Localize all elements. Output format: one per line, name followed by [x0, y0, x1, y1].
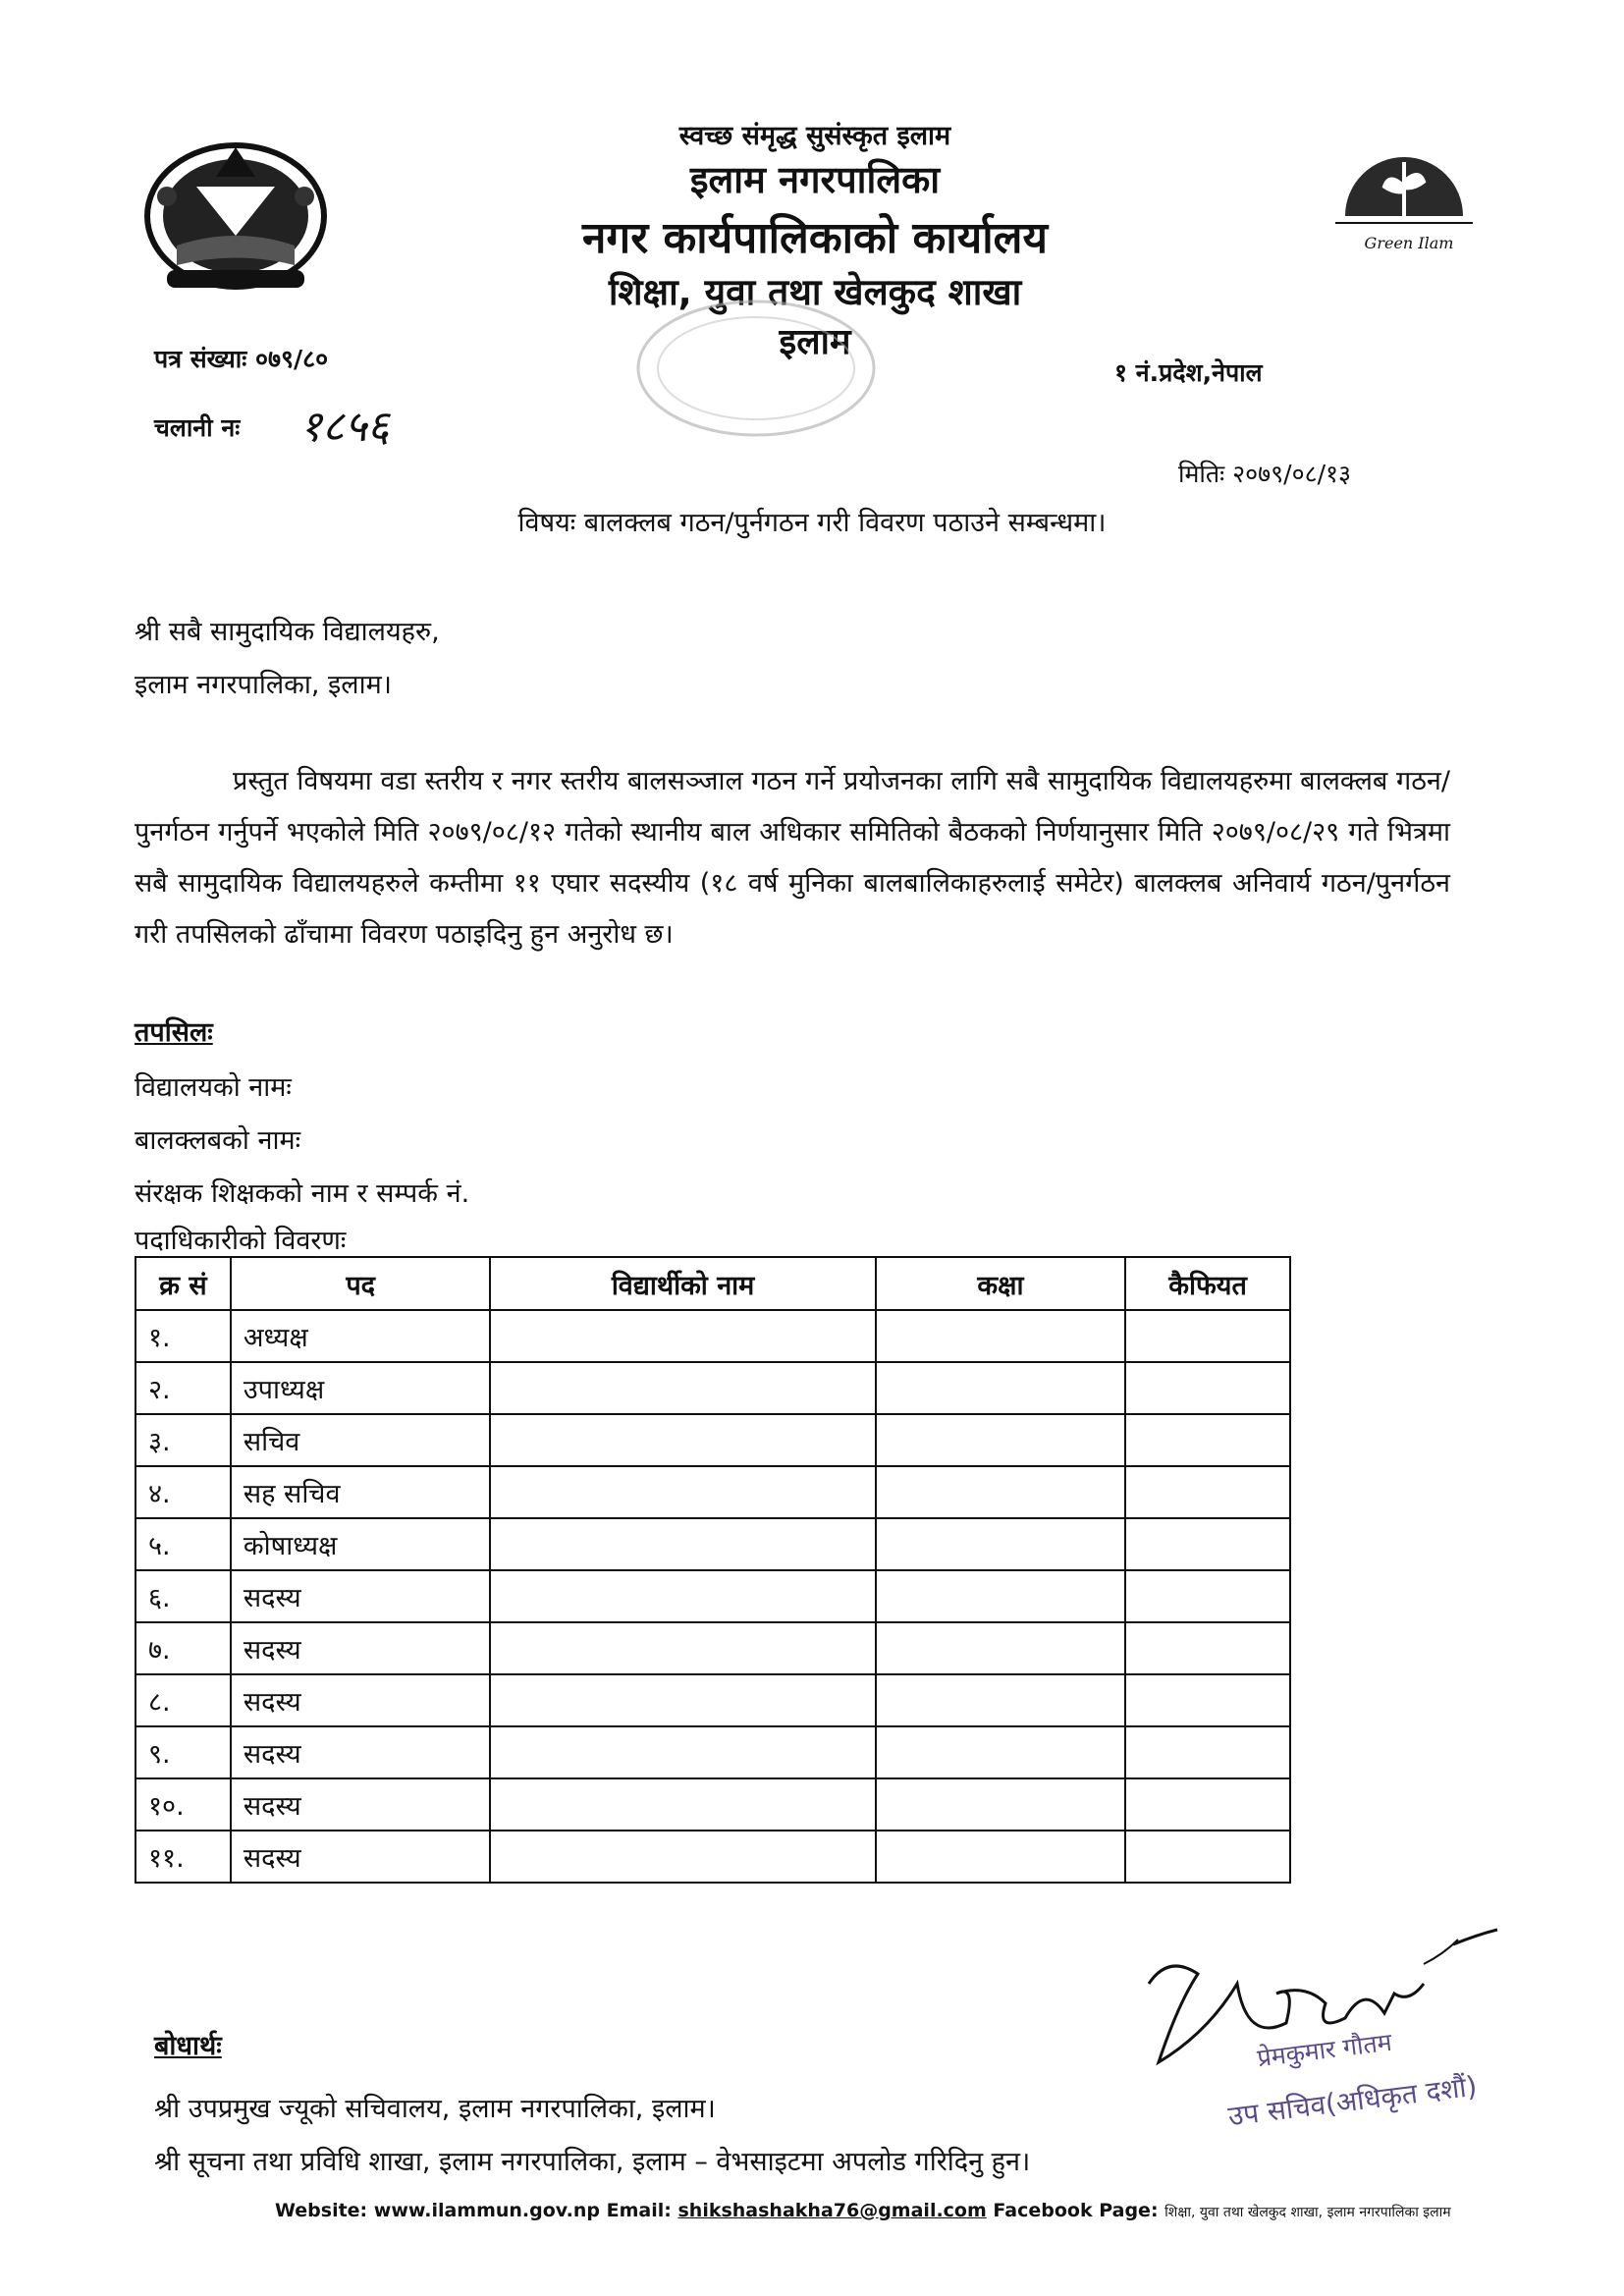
- header-office: नगर कार्यपालिकाको कार्यालय: [582, 213, 1048, 263]
- recipient-line-1: श्री सबै सामुदायिक विद्यालयहरु,: [135, 617, 440, 647]
- green-ilam-label: Green Ilam: [1364, 234, 1454, 252]
- header-municipality: इलाम नगरपालिका: [689, 158, 941, 201]
- row-remarks: [1125, 1570, 1290, 1622]
- cc-line-1: श्री उपप्रमुख ज्यूको सचिवालय, इलाम नगरपालिका, इलाम।: [154, 2094, 716, 2124]
- row-remarks: [1125, 1726, 1290, 1778]
- row-post: सदस्य: [231, 1778, 491, 1831]
- header-branch: शिक्षा, युवा तथा खेलकुद शाखा: [608, 271, 1022, 313]
- row-post: सदस्य: [231, 1570, 491, 1622]
- row-student-name: [490, 1622, 875, 1674]
- row-student-name: [490, 1570, 875, 1622]
- row-class: [876, 1310, 1125, 1362]
- table-row: [135, 1466, 1290, 1518]
- row-student-name: [490, 1518, 875, 1570]
- row-post: सदस्य: [231, 1831, 491, 1883]
- dispatch-no-value: १८५६: [299, 402, 390, 452]
- row-sn: ६.: [135, 1570, 231, 1622]
- letter-no-value: ०७९/८०: [254, 345, 329, 373]
- row-sn: ४.: [135, 1466, 231, 1518]
- row-class: [876, 1570, 1125, 1622]
- facebook-label: Facebook Page:: [993, 2200, 1159, 2221]
- row-remarks: [1125, 1362, 1290, 1414]
- club-name-label: बालक्लबको नामः: [135, 1125, 301, 1156]
- table-row: [135, 1674, 1290, 1726]
- row-sn: ११.: [135, 1831, 231, 1883]
- row-sn: ३.: [135, 1414, 231, 1466]
- letter-no-label: पत्र संख्याः: [154, 345, 247, 373]
- row-class: [876, 1466, 1125, 1518]
- row-post: उपाध्यक्ष: [231, 1362, 491, 1414]
- row-remarks: [1125, 1622, 1290, 1674]
- col-header-class: कक्षा: [876, 1257, 1125, 1310]
- table-row: [135, 1622, 1290, 1674]
- officials-table: [135, 1256, 1291, 1884]
- cc-heading: बोधार्थः: [154, 2031, 222, 2061]
- col-header-sn: क्र सं: [135, 1257, 231, 1310]
- row-remarks: [1125, 1518, 1290, 1570]
- recipient-line-2: इलाम नगरपालिका, इलाम।: [135, 670, 392, 700]
- row-remarks: [1125, 1466, 1290, 1518]
- row-class: [876, 1622, 1125, 1674]
- table-row: [135, 1310, 1290, 1362]
- details-heading: तपसिलः: [135, 1017, 213, 1048]
- email-label: Email:: [606, 2200, 672, 2221]
- province: १ नं.प्रदेश,नेपाल: [1114, 358, 1263, 387]
- col-header-remarks: कैफियत: [1125, 1257, 1290, 1310]
- row-class: [876, 1831, 1125, 1883]
- signatory-name: प्रेमकुमार गौतम: [1255, 2027, 1394, 2073]
- col-header-post: पद: [231, 1257, 491, 1310]
- row-sn: २.: [135, 1362, 231, 1414]
- row-post: सदस्य: [231, 1674, 491, 1726]
- row-post: सह सचिव: [231, 1466, 491, 1518]
- row-sn: ७.: [135, 1622, 231, 1674]
- row-remarks: [1125, 1310, 1290, 1362]
- row-post: कोषाध्यक्ष: [231, 1518, 491, 1570]
- row-post: सदस्य: [231, 1726, 491, 1778]
- cc-line-2: श्री सूचना तथा प्रविधि शाखा, इलाम नगरपालिका, इलाम – वेभसाइटमा अपलोड गरिदिनु हुन।: [154, 2147, 1031, 2177]
- row-student-name: [490, 1362, 875, 1414]
- col-header-student-name: विद्यार्थीको नाम: [490, 1257, 875, 1310]
- website-label: Website:: [275, 2200, 368, 2221]
- officials-label: पदाधिकारीको विवरणः: [135, 1226, 347, 1256]
- row-sn: १.: [135, 1310, 231, 1362]
- subject-line: विषयः बालक्लब गठन/पुर्नगठन गरी विवरण पठाउने सम्बन्धमा।: [517, 508, 1107, 538]
- letter-date: मितिः २०७९/०८/१३: [1178, 460, 1351, 488]
- row-student-name: [490, 1674, 875, 1726]
- row-remarks: [1125, 1414, 1290, 1466]
- row-class: [876, 1674, 1125, 1726]
- table-row: [135, 1778, 1290, 1831]
- table-row: [135, 1726, 1290, 1778]
- row-class: [876, 1414, 1125, 1466]
- row-sn: ८.: [135, 1674, 231, 1726]
- office-stamp: [628, 295, 884, 442]
- row-class: [876, 1518, 1125, 1570]
- row-student-name: [490, 1778, 875, 1831]
- row-class: [876, 1726, 1125, 1778]
- nepal-emblem-logo: [137, 128, 334, 295]
- row-sn: ९.: [135, 1726, 231, 1778]
- header-place: इलाम: [779, 322, 851, 362]
- website-link[interactable]: www.ilammun.gov.np: [373, 2200, 600, 2221]
- table-row: [135, 1362, 1290, 1414]
- footer: [275, 2200, 1451, 2221]
- row-remarks: [1125, 1831, 1290, 1883]
- row-remarks: [1125, 1674, 1290, 1726]
- row-post: सचिव: [231, 1414, 491, 1466]
- row-class: [876, 1778, 1125, 1831]
- row-student-name: [490, 1466, 875, 1518]
- row-student-name: [490, 1726, 875, 1778]
- dispatch-no-label: चलानी नः: [154, 413, 241, 442]
- table-row: [135, 1831, 1290, 1883]
- table-row: [135, 1570, 1290, 1622]
- school-name-label: विद्यालयको नामः: [135, 1072, 292, 1103]
- row-post: अध्यक्ष: [231, 1310, 491, 1362]
- row-student-name: [490, 1831, 875, 1883]
- email-link[interactable]: shikshashakha76@gmail.com: [677, 2200, 987, 2221]
- header-motto: स्वच्छ संमृद्ध सुसंस्कृत इलाम: [678, 121, 951, 151]
- facebook-page[interactable]: शिक्षा, युवा तथा खेलकुद शाखा, इलाम नगरपालिका इलाम: [1164, 2205, 1451, 2220]
- row-remarks: [1125, 1778, 1290, 1831]
- row-post: सदस्य: [231, 1622, 491, 1674]
- row-student-name: [490, 1414, 875, 1466]
- table-row: [135, 1414, 1290, 1466]
- row-sn: ५.: [135, 1518, 231, 1570]
- row-class: [876, 1362, 1125, 1414]
- table-header-row: [135, 1257, 1290, 1310]
- table-row: [135, 1518, 1290, 1570]
- signatory-title: उप सचिव(अधिकृत दशौं): [1226, 2069, 1480, 2133]
- guardian-teacher-label: संरक्षक शिक्षकको नाम र सम्पर्क नं.: [135, 1178, 470, 1209]
- row-student-name: [490, 1310, 875, 1362]
- row-sn: १०.: [135, 1778, 231, 1831]
- body-paragraph: प्रस्तुत विषयमा वडा स्तरीय र नगर स्तरीय बालसञ्जाल गठन गर्ने प्रयोजनका लागि सबै सामुदायिक विद्यालयहरुमा बालक्लब गठन/पुनर्गठन गर्नुपर्ने भएकोले मिति २०७९/०८/१२ गतेको स्थानीय बाल अधिकार समितिको बैठकको निर्णयानुसार मिति २०७९/०८/२९ गते भित्रमा सबै सामुदायिक विद्यालयहरुले कम्तीमा ११ एघार सदस्यीय (१८ वर्ष मुनिका बालबालिकाहरुलाई समेटेर) बालक्लब अनिवार्य गठन/पुनर्गठन गरी तपसिलको ढाँचामा विवरण पठाइदिनु हुन अनुरोध छ।: [135, 766, 1450, 950]
